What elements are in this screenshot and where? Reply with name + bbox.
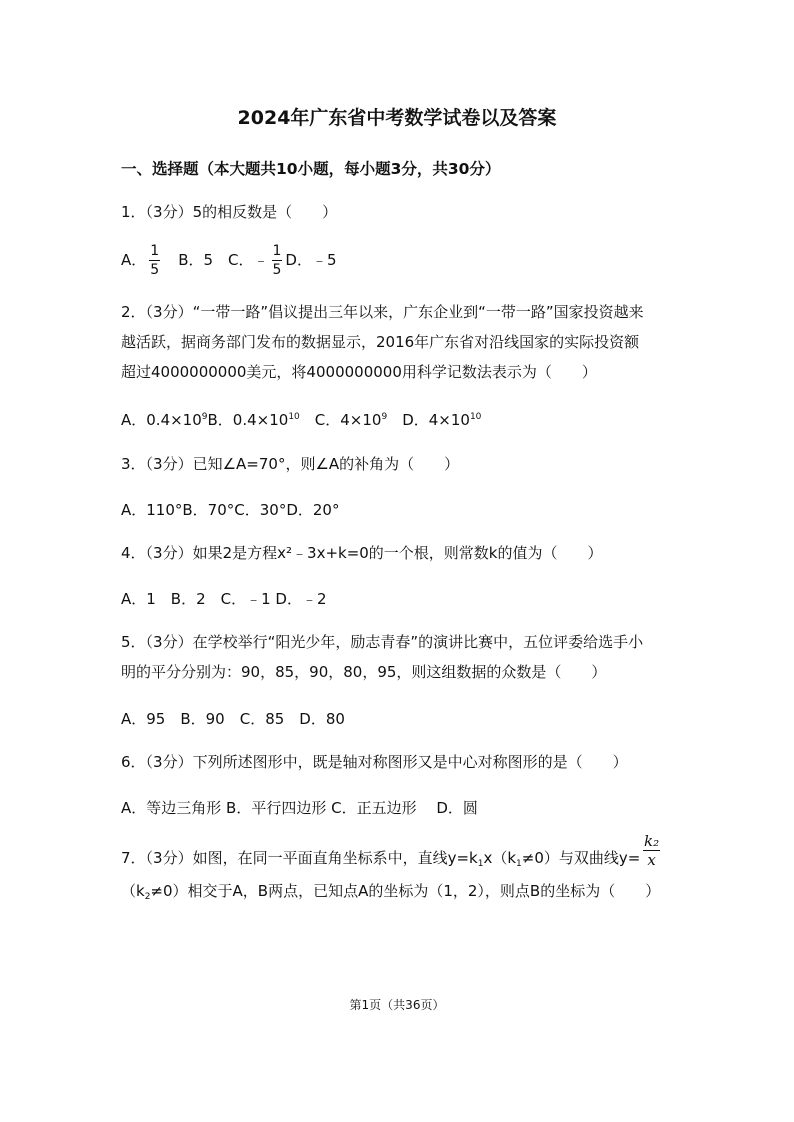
- question-6-stem: 6．（3分）下列所述图形中，既是轴对称图形又是中心对称图形的是（ ）: [121, 753, 628, 771]
- option-d-text: D．﹣5: [285, 251, 337, 269]
- question-2-line-3: 超过4000000000美元，将4000000000用科学记数法表示为（ ）: [121, 363, 597, 381]
- question-3-stem: 3．（3分）已知∠A=70°，则∠A的补角为（ ）: [121, 455, 460, 473]
- question-5-line-2: 明的平分分别为：90，85，90，80，95，则这组数据的众数是（ ）: [121, 663, 607, 681]
- question-3-options: A．110°B．70°C．30°D．20°: [121, 501, 340, 519]
- question-1-options: [121, 242, 337, 279]
- question-4-stem: 4．（3分）如果2是方程x²﹣3x+k=0的一个根，则常数k的值为（ ）: [121, 544, 603, 562]
- fraction-one-fifth: $\frac{1}{5}$: [150, 243, 160, 278]
- question-2-line-2: 越活跃，据商务部门发布的数据显示，2016年广东省对沿线国家的实际投资额: [121, 333, 640, 351]
- option-a-label: A．: [121, 251, 147, 269]
- question-2-options: A．$0.4\times 10^9B$．$0.4\times 10^{10}$ C．$4\times 10^9$ D．$4\times 10^{10}$: [121, 411, 482, 429]
- page-footer: 第1页（共36页）: [349, 998, 445, 1012]
- question-5-line-1: 5．（3分）在学校举行“阳光少年，励志青春”的演讲比赛中，五位评委给选手小: [121, 633, 644, 651]
- page-title: 2024年广东省中考数学试卷以及答案: [237, 107, 557, 129]
- fraction-one-fifth-negative: $\frac{1}{5}$: [272, 243, 282, 278]
- question-2-line-1: 2．（3分）“一带一路”倡议提出三年以来，广东企业到“一带一路”国家投资越来: [121, 303, 644, 321]
- question-5-options: A．95 B．90 C．85 D．80: [121, 710, 345, 728]
- question-1-stem: 1．（3分）5的相反数是（ ）: [121, 203, 338, 221]
- question-7-line-1: 7．（3分）如图，在同一平面直角坐标系中，直线$y=k_1x(k_1\ne 0)$与双曲线y=: [121, 849, 641, 869]
- question-7-line-2: $(k_2\ne 0)$相交于A，B两点，已知点A的坐标为（1，2），则点B的坐标为（ ）: [121, 882, 661, 902]
- fraction-k2-over-x: $\frac{\text{k₂}}{x}$: [644, 832, 660, 869]
- question-4-options: A．1 B．2 C．﹣1 D．﹣2: [121, 590, 327, 608]
- section-heading: 一、选择题（本大题共10小题，每小题3分，共30分）: [121, 160, 501, 178]
- option-b-c-text: B．5 C．﹣: [163, 251, 269, 269]
- question-6-options: A．等边三角形 B．平行四边形 C．正五边形 D．圆: [121, 799, 478, 817]
